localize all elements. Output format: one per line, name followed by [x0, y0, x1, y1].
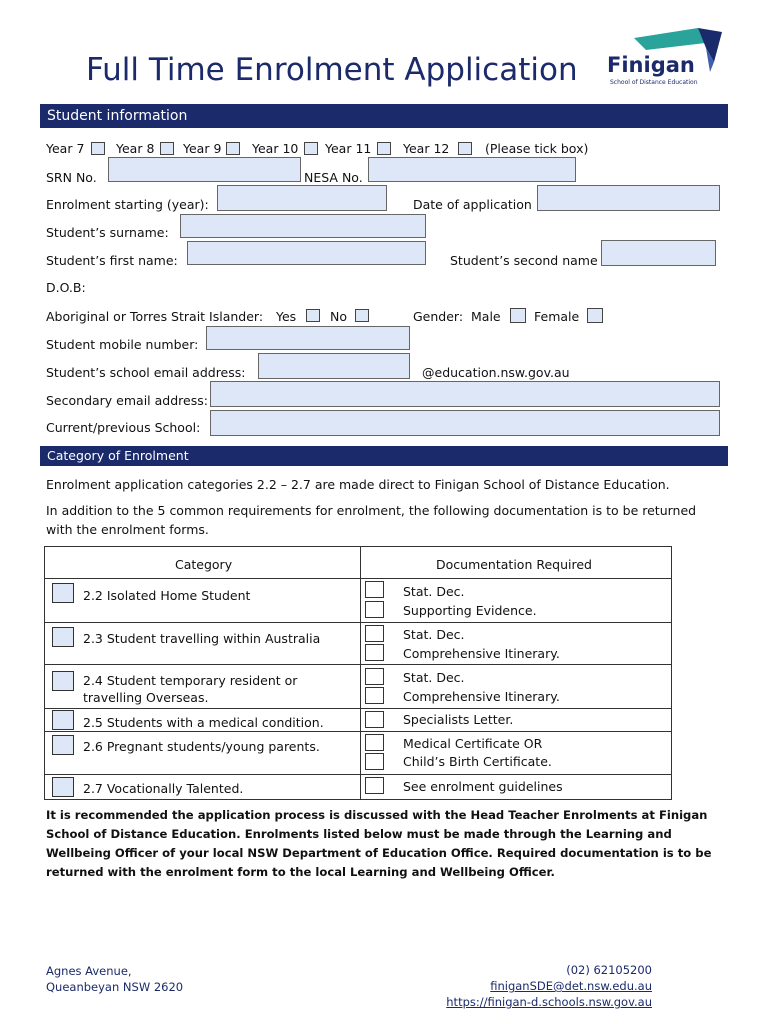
row-line	[44, 774, 672, 775]
category-2-2-checkbox[interactable]	[52, 583, 74, 603]
doc-label: Medical Certificate OR	[403, 736, 543, 751]
doc-label: See enrolment guidelines	[403, 779, 563, 794]
row-line	[44, 622, 672, 623]
year-8-label: Year 8	[116, 141, 155, 156]
page-title: Full Time Enrolment Application	[86, 52, 578, 88]
doc-checkbox[interactable]	[365, 734, 384, 751]
doc-label: Specialists Letter.	[403, 712, 514, 727]
doc-checkbox[interactable]	[365, 687, 384, 704]
school-email-label: Student’s school email address:	[46, 365, 246, 380]
year-9-label: Year 9	[183, 141, 222, 156]
second-name-label: Student’s second name	[450, 253, 598, 268]
year-12-label: Year 12	[403, 141, 450, 156]
note-line3: Wellbeing Officer of your local NSW Department of Education Office. Required documentation is to be	[46, 846, 712, 860]
category-2-5-checkbox[interactable]	[52, 710, 74, 730]
doc-label: Comprehensive Itinerary.	[403, 689, 560, 704]
student-info-header: Student information	[40, 104, 728, 128]
date-of-application-label: Date of application	[413, 197, 532, 212]
male-checkbox[interactable]	[510, 308, 526, 323]
logo-name: Finigan	[607, 53, 695, 77]
category-2-4-label-line2: travelling Overseas.	[83, 690, 209, 705]
no-label: No	[330, 309, 347, 324]
date-of-application-input[interactable]	[537, 185, 720, 211]
doc-checkbox[interactable]	[365, 753, 384, 770]
year-11-checkbox[interactable]	[377, 142, 391, 155]
doc-label: Stat. Dec.	[403, 627, 465, 642]
year-9-checkbox[interactable]	[226, 142, 240, 155]
mobile-input[interactable]	[206, 326, 410, 350]
mobile-label: Student mobile number:	[46, 337, 199, 352]
first-name-label: Student’s first name:	[46, 253, 178, 268]
doc-label: Supporting Evidence.	[403, 603, 537, 618]
category-2-7-checkbox[interactable]	[52, 777, 74, 797]
note-line4: returned with the enrolment form to the local Learning and Wellbeing Officer.	[46, 865, 555, 879]
table-border-top	[44, 546, 672, 547]
current-school-input[interactable]	[210, 410, 720, 436]
doc-label: Stat. Dec.	[403, 584, 465, 599]
doc-checkbox[interactable]	[365, 644, 384, 661]
doc-checkbox[interactable]	[365, 777, 384, 794]
enrolment-start-input[interactable]	[217, 185, 387, 211]
nesa-input[interactable]	[368, 157, 576, 182]
col-category-header: Category	[175, 557, 233, 572]
logo-subtitle: School of Distance Education	[610, 79, 698, 86]
srn-label: SRN No.	[46, 170, 97, 185]
year-8-checkbox[interactable]	[160, 142, 174, 155]
current-school-label: Current/previous School:	[46, 420, 201, 435]
row-line	[44, 664, 672, 665]
row-line	[44, 578, 672, 579]
category-2-7-label: 2.7 Vocationally Talented.	[83, 781, 244, 796]
secondary-email-label: Secondary email address:	[46, 393, 208, 408]
aboriginal-label: Aboriginal or Torres Strait Islander:	[46, 309, 264, 324]
female-checkbox[interactable]	[587, 308, 603, 323]
year-7-label: Year 7	[46, 141, 85, 156]
table-divider	[360, 546, 361, 800]
category-2-4-label: 2.4 Student temporary resident or	[83, 673, 298, 688]
note-line2: School of Distance Education. Enrolments listed below must be made through the Learning and	[46, 827, 672, 841]
enrolment-start-label: Enrolment starting (year):	[46, 197, 209, 212]
footer-website-link[interactable]: https://finigan-d.schools.nsw.gov.au	[446, 995, 652, 1009]
category-2-4-checkbox[interactable]	[52, 671, 74, 691]
year-7-checkbox[interactable]	[91, 142, 105, 155]
row-line	[44, 708, 672, 709]
aboriginal-yes-checkbox[interactable]	[306, 309, 320, 322]
surname-label: Student’s surname:	[46, 225, 169, 240]
doc-checkbox[interactable]	[365, 601, 384, 618]
doc-checkbox[interactable]	[365, 668, 384, 685]
doc-label: Child’s Birth Certificate.	[403, 754, 552, 769]
yes-label: Yes	[276, 309, 297, 324]
row-line	[44, 731, 672, 732]
surname-input[interactable]	[180, 214, 426, 238]
category-requirements-line2: with the enrolment forms.	[46, 522, 209, 537]
category-requirements-line1: In addition to the 5 common requirements for enrolment, the following documentation is to be returned	[46, 503, 697, 518]
email-domain: @education.nsw.gov.au	[422, 365, 570, 380]
year-10-checkbox[interactable]	[304, 142, 318, 155]
category-2-6-checkbox[interactable]	[52, 735, 74, 755]
footer-phone: (02) 62105200	[566, 963, 652, 977]
doc-checkbox[interactable]	[365, 625, 384, 642]
table-border-left	[44, 546, 45, 800]
category-2-3-checkbox[interactable]	[52, 627, 74, 647]
category-intro: Enrolment application categories 2.2 – 2.7 are made direct to Finigan School of Distance Education.	[46, 477, 670, 492]
table-border-right	[671, 546, 672, 800]
doc-label: Stat. Dec.	[403, 670, 465, 685]
female-label: Female	[534, 309, 580, 324]
category-2-6-label: 2.6 Pregnant students/young parents.	[83, 739, 320, 754]
dob-label: D.O.B:	[46, 280, 86, 295]
footer-address-line1: Agnes Avenue,	[46, 964, 132, 978]
col-docs-header: Documentation Required	[436, 557, 592, 572]
first-name-input[interactable]	[187, 241, 426, 265]
category-2-5-label: 2.5 Students with a medical condition.	[83, 715, 324, 730]
nesa-label: NESA No.	[304, 170, 363, 185]
secondary-email-input[interactable]	[210, 381, 720, 407]
doc-checkbox[interactable]	[365, 711, 384, 728]
gender-label: Gender:	[413, 309, 464, 324]
footer-address-line2: Queanbeyan NSW 2620	[46, 980, 184, 994]
year-hint: (Please tick box)	[485, 141, 589, 156]
year-11-label: Year 11	[325, 141, 372, 156]
category-2-2-label: 2.2 Isolated Home Student	[83, 588, 251, 603]
footer-email-link[interactable]: finiganSDE@det.nsw.edu.au	[490, 979, 652, 993]
year-10-label: Year 10	[252, 141, 299, 156]
aboriginal-no-checkbox[interactable]	[355, 309, 369, 322]
doc-checkbox[interactable]	[365, 581, 384, 598]
male-label: Male	[471, 309, 501, 324]
category-header: Category of Enrolment	[40, 446, 728, 466]
school-email-input[interactable]	[258, 353, 410, 379]
category-2-3-label: 2.3 Student travelling within Australia	[83, 631, 321, 646]
note-line1: It is recommended the application process is discussed with the Head Teacher Enrolments at Finigan	[46, 808, 708, 822]
year-12-checkbox[interactable]	[458, 142, 472, 155]
srn-input[interactable]	[108, 157, 301, 182]
second-name-input[interactable]	[601, 240, 716, 266]
table-border-bottom	[44, 799, 672, 800]
doc-label: Comprehensive Itinerary.	[403, 646, 560, 661]
